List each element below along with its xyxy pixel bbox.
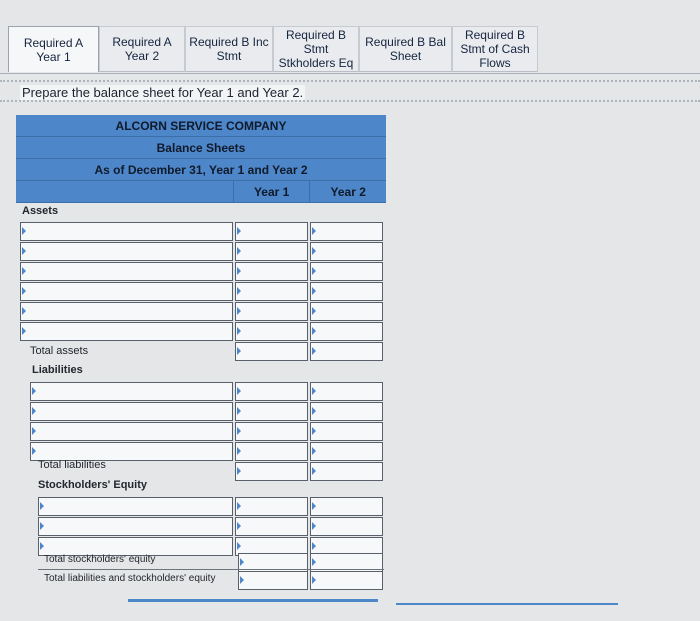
total-liabilities-and-equity-label: Total liabilities and stockholders' equity	[44, 572, 216, 584]
asset-year1-input[interactable]	[235, 262, 308, 281]
statement-title: Balance Sheets	[16, 137, 386, 159]
tab-required-b-bal-sheet[interactable]: Required B Bal Sheet	[359, 26, 452, 72]
liability-year1-input[interactable]	[235, 402, 308, 421]
liability-label-input[interactable]	[30, 422, 233, 441]
asset-year2-input[interactable]	[310, 282, 383, 301]
total-assets-year1-input[interactable]	[235, 342, 308, 361]
total-liabilities-year2-input[interactable]	[310, 462, 383, 481]
asset-year2-input[interactable]	[310, 262, 383, 281]
asset-year1-input[interactable]	[235, 222, 308, 241]
liability-year2-input[interactable]	[310, 402, 383, 421]
total-liab-equity-year2-input[interactable]	[310, 571, 383, 590]
statement-date: As of December 31, Year 1 and Year 2	[16, 159, 386, 181]
liability-year2-input[interactable]	[310, 382, 383, 401]
tab-bar	[8, 26, 538, 72]
asset-label-input[interactable]	[20, 222, 233, 241]
equity-year2-input[interactable]	[310, 497, 383, 516]
asset-year1-input[interactable]	[235, 282, 308, 301]
asset-year1-input[interactable]	[235, 322, 308, 341]
asset-year2-input[interactable]	[310, 222, 383, 241]
column-header-year-2: Year 2	[309, 181, 386, 202]
divider-bottom	[0, 100, 700, 102]
tab-required-a-year-2[interactable]: Required A Year 2	[99, 26, 185, 72]
row-separator	[38, 569, 384, 570]
asset-year2-input[interactable]	[310, 242, 383, 261]
nav-indicator-left	[128, 599, 378, 602]
liability-label-input[interactable]	[30, 402, 233, 421]
total-liabilities-year1-input[interactable]	[235, 462, 308, 481]
divider-top	[0, 80, 700, 82]
liability-year1-input[interactable]	[235, 382, 308, 401]
liabilities-heading: Liabilities	[32, 364, 83, 376]
total-assets-label: Total assets	[30, 345, 89, 357]
asset-label-input[interactable]	[20, 282, 233, 301]
equity-label-input[interactable]	[38, 517, 233, 536]
asset-label-input[interactable]	[20, 302, 233, 321]
equity-label-input[interactable]	[38, 497, 233, 516]
equity-year2-input[interactable]	[310, 517, 383, 536]
asset-label-input[interactable]	[20, 262, 233, 281]
liability-label-input[interactable]	[30, 382, 233, 401]
balance-sheet-header	[16, 115, 386, 203]
asset-label-input[interactable]	[20, 242, 233, 261]
total-liabilities-label: Total liabilities	[38, 459, 106, 471]
liability-year2-input[interactable]	[310, 422, 383, 441]
total-stockholders-equity-label: Total stockholders' equity	[44, 553, 156, 565]
asset-year2-input[interactable]	[310, 302, 383, 321]
asset-year1-input[interactable]	[235, 302, 308, 321]
equity-year1-input[interactable]	[235, 517, 308, 536]
tab-required-b-stmt-stkholders-eq[interactable]: Required B Stmt Stkholders Eq	[273, 26, 359, 72]
liability-year2-input[interactable]	[310, 442, 383, 461]
asset-year2-input[interactable]	[310, 322, 383, 341]
tab-underline	[0, 73, 700, 74]
asset-label-input[interactable]	[20, 322, 233, 341]
nav-indicator-right	[396, 603, 618, 605]
liability-year1-input[interactable]	[235, 422, 308, 441]
tab-required-a-year-1[interactable]: Required A Year 1	[8, 26, 99, 72]
company-name: ALCORN SERVICE COMPANY	[16, 115, 386, 137]
total-liab-equity-year1-input[interactable]	[238, 571, 308, 590]
column-header-year-1: Year 1	[233, 181, 310, 202]
tab-required-b-inc-stmt[interactable]: Required B Inc Stmt	[185, 26, 273, 72]
stockholders-equity-heading: Stockholders' Equity	[38, 479, 147, 491]
balance-sheet-body	[16, 201, 388, 599]
assets-heading: Assets	[22, 205, 59, 217]
total-assets-year2-input[interactable]	[310, 342, 383, 361]
liability-year1-input[interactable]	[235, 442, 308, 461]
equity-year1-input[interactable]	[235, 497, 308, 516]
asset-year1-input[interactable]	[235, 242, 308, 261]
tab-required-b-stmt-of-cash-flows[interactable]: Required B Stmt of Cash Flows	[452, 26, 538, 72]
instruction-text: Prepare the balance sheet for Year 1 and Year 2.	[22, 85, 304, 100]
